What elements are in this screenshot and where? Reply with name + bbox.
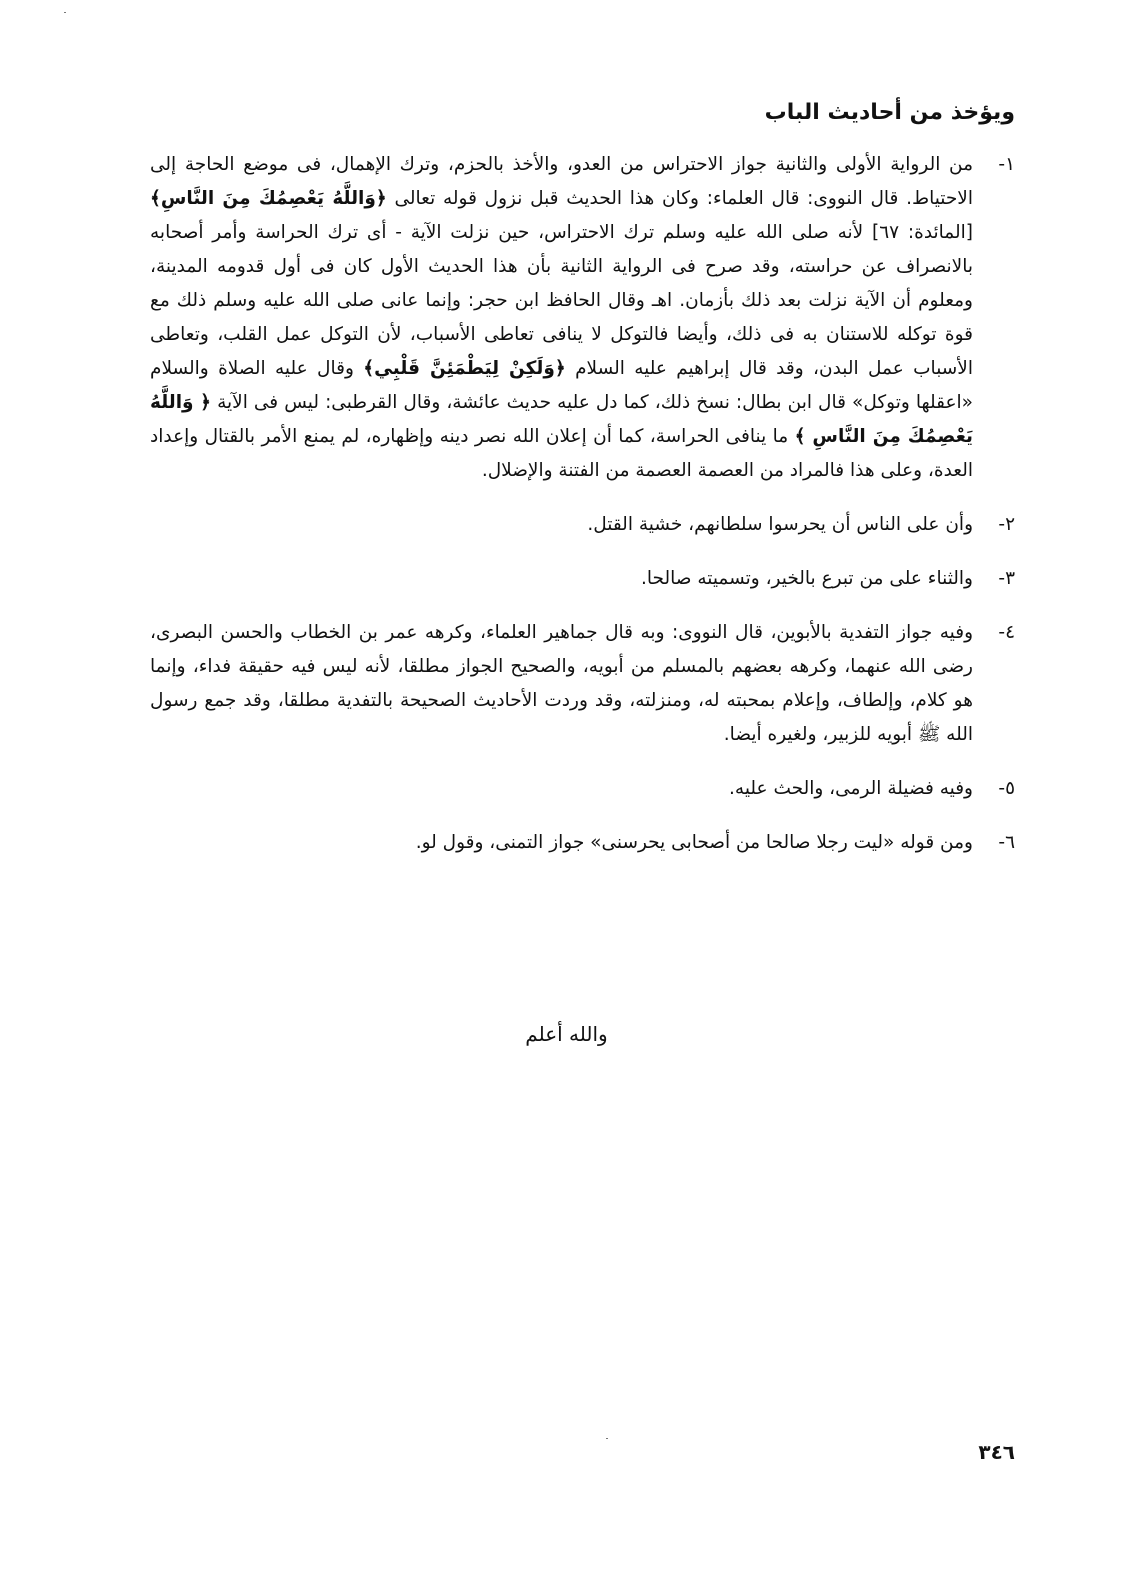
item-text: والثناء على من تبرع بالخير، وتسميته صالحا.: [641, 568, 973, 589]
closing-phrase: والله أعلم: [525, 1022, 608, 1046]
list-item-2: [150, 508, 1015, 542]
item-text-part: ومن قوله: [894, 832, 973, 853]
list-item-1: [150, 148, 1015, 488]
quran-verse: ﴿ وَاللَّهُ يَعْصِمُكَ مِنَ النَّاسِ ﴾: [150, 392, 974, 447]
quran-verse: ﴿وَاللَّهُ يَعْصِمُكَ مِنَ النَّاسِ﴾: [150, 188, 387, 209]
item-text-part: [المائدة: ٦٧] لأنه صلى الله عليه وسلم ترك الاحتراس، حين نزلت الآية - أى ترك الحراسة وأمر أصحابه بالانصراف عن حراسته، وقد صرح فى الرواية الثانية بأن هذا الحديث الأول كان فى أول قدومه المدينة، ومعلوم أن الآية نزلت بعد ذلك بأزمان. اهـ وقال الحافظ ابن حجر: وإنما عانى صلى الله عليه وسلم ذلك مع قوة توكله للاستنان به فى ذلك، وأيضا فالتوكل لا ينافى تعاطى الأسباب، لأن التوكل عمل القلب، وتعاطى الأسباب عمل البدن، وقد قال إبراهيم عليه السلام: [150, 222, 974, 379]
item-text: وأن على الناس أن يحرسوا سلطانهم، خشية القتل.: [587, 514, 973, 535]
item-text: [150, 826, 973, 860]
scan-speck: [64, 12, 66, 13]
item-number: ١-: [998, 154, 1015, 175]
quran-verse: ﴿وَلَكِنْ لِيَطْمَئِنَّ قَلْبِي﴾: [363, 358, 566, 379]
item-text: وفيه فضيلة الرمى، والحث عليه.: [729, 778, 973, 799]
item-text-part: وقال عليه الصلاة والسلام «اعقلها وتوكل» قال ابن بطال: نسخ ذلك، كما دل عليه حديث عائشة، وقال القرطبى: ليس فى الآية: [150, 358, 973, 413]
item-text: [150, 148, 973, 488]
item-text-part: من الرواية الأولى والثانية جواز الاحتراس من العدو، والأخذ بالحزم، وترك الإهمال، فى موضع الحاجة إلى الاحتياط. قال النووى: قال العلماء: وكان هذا الحديث قبل نزول قوله تعالى: [150, 154, 973, 209]
item-number: ٢-: [998, 514, 1015, 535]
list-item-3: [150, 562, 1015, 596]
item-number: ٦-: [998, 832, 1015, 853]
list-item-4: [150, 616, 1015, 752]
item-text-part: جواز التمنى، وقول لو.: [415, 832, 591, 853]
list-item-5: [150, 772, 1015, 806]
item-text-part: ما ينافى الحراسة، كما أن إعلان الله نصر دينه وإظهاره، لم يمنع الأمر بالقتال وإعداد العدة، وعلى هذا فالمراد من العصمة العصمة من الفتنة والإضلال.: [150, 426, 973, 481]
section-heading: ويؤخذ من أحاديث الباب: [764, 100, 1015, 125]
list-item-6: [150, 826, 1015, 860]
scan-speck: [606, 1438, 608, 1439]
page-number: ٣٤٦: [978, 1440, 1015, 1464]
item-text: وفيه جواز التفدية بالأبوين، قال النووى: وبه قال جماهير العلماء، وكرهه عمر بن الخطاب والحسن البصرى، رضى الله عنهما، وكرهه بعضهم بالمسلم من أبويه، والصحيح الجواز مطلقا، لأنه ليس فيه حقيقة فداء، وإنما هو كلام، وإلطاف، وإعلام بمحبته له، ومنزلته، وقد وردت الأحاديث الصحيحة بالتفدية مطلقا، وقد جمع رسول الله ﷺ أبويه للزبير، ولغيره أيضا.: [150, 622, 973, 745]
numbered-list: [150, 148, 1015, 878]
item-number: ٤-: [998, 622, 1015, 643]
item-number: ٥-: [998, 778, 1015, 799]
item-number: ٣-: [998, 568, 1015, 589]
hadith-quote: «ليت رجلا صالحا من أصحابى يحرسنى»: [590, 832, 895, 853]
